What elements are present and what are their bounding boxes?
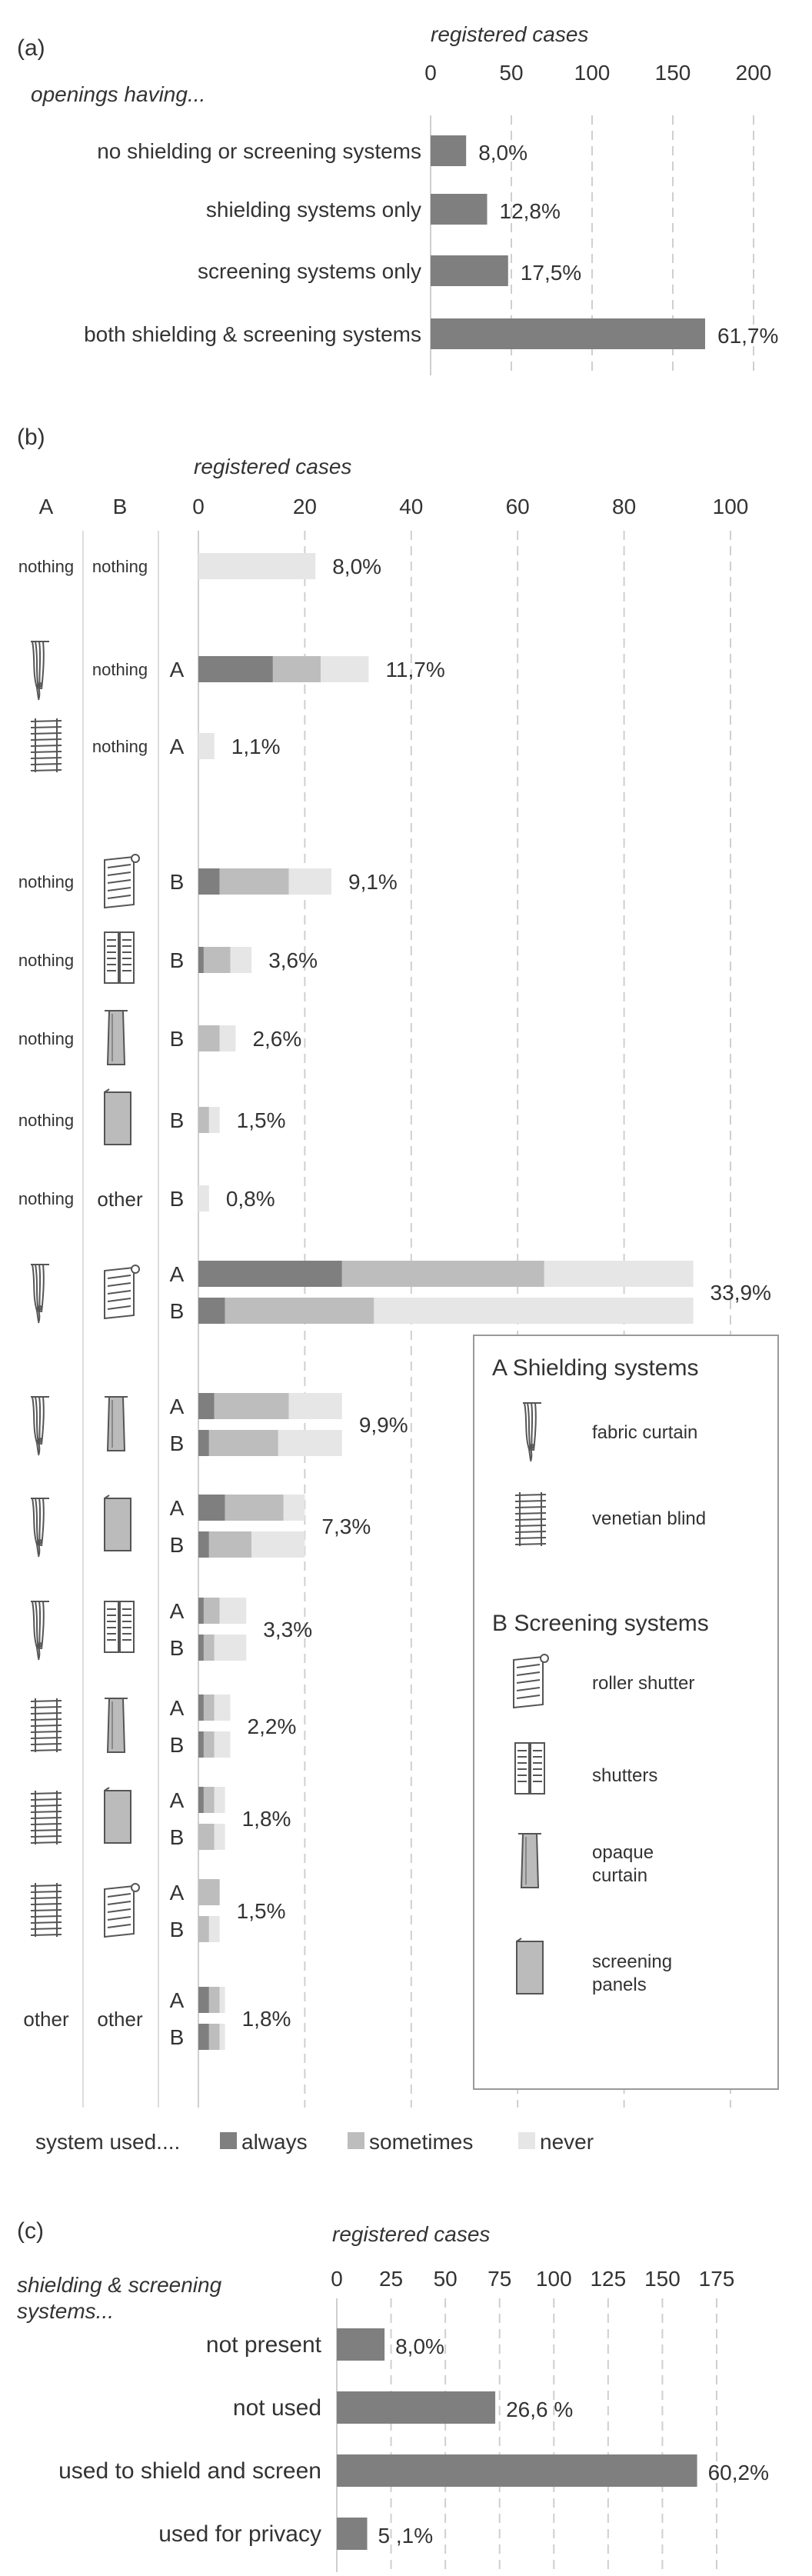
panel-b-nothing-label: nothing [92,737,148,756]
fabric-curtain-icon [31,1397,49,1455]
panel-c-value-label: 5 ,1% [378,2524,434,2548]
panel-b-bar-sometimes [198,1025,220,1051]
legend-screening-panels-line2: panels [592,1974,647,1995]
panel-b-system-letter: B [169,1918,185,1941]
panel-b-nothing-label: nothing [92,660,148,679]
fabric-curtain-icon [31,1498,49,1557]
panel-c-tick-label: 100 [535,2267,572,2291]
panel-b-bar-sometimes [342,1261,544,1287]
usage-legend-never: never [540,2130,594,2154]
panel-b-bar-always [198,947,204,973]
roller-shutter-icon [105,1265,139,1318]
panel-b-nothing-label: nothing [18,1029,75,1048]
panel-b-value-label: 2,6% [252,1027,302,1051]
panel-b-bar-always [198,656,273,682]
venetian-blind-icon [31,1791,62,1845]
panel-b-system-letter: B [169,1187,185,1211]
panel-b-bar-sometimes [209,2024,220,2050]
panel-c-tick-labels [331,2267,734,2291]
panel-b-tick-label: 0 [192,495,205,518]
venetian-blind-icon [31,1883,62,1937]
panel-c-row-header-line2: systems... [17,2299,115,2323]
screening-panels-icon [105,1495,131,1551]
panel-c-row-header-line1: shielding & screening [17,2273,222,2297]
panel-b-nothing-label: nothing [18,1111,75,1130]
panel-a-value-label: 61,7% [717,324,779,348]
panel-b-system-letter: B [169,1108,185,1132]
panel-c-category-label: used to shield and screen [58,2458,321,2484]
panel-b-value-label: 1,8% [241,1807,291,1831]
panel-b-bar-never [209,1916,220,1942]
panel-b-bar-sometimes [209,1987,220,2013]
usage-legend-always: always [241,2130,308,2154]
panel-a-category-label: screening systems only [197,259,421,283]
panel-a-bar [431,135,466,166]
panel-b-label: (b) [17,425,45,450]
panel-b-bar-sometimes [204,1635,215,1661]
panel-b-bar-always [198,1495,225,1521]
panel-a-bar [431,194,488,225]
panel-b-bar-never [278,1430,342,1456]
panel-c-tick-label: 50 [433,2267,458,2291]
panel-b-system-letter: A [169,658,185,681]
panel-b-bar-always [198,1731,204,1758]
panel-b-bar-always [198,1598,204,1624]
panel-b-system-letter: A [169,735,185,758]
panel-b-system-letter: A [169,1496,185,1520]
panel-b-bar-never [321,656,368,682]
panel-b-bar-sometimes [204,1598,220,1624]
panel-b-bar-always [198,1261,342,1287]
panel-a-tick-label: 50 [499,61,524,85]
panel-b-system-letter: A [169,1599,185,1623]
panel-c-tick-label: 0 [331,2267,343,2291]
panel-c-label: (c) [17,2218,44,2244]
panel-b-bar-always [198,1298,225,1324]
panel-a-category-label: shielding systems only [205,198,421,222]
panel-b-tick-label: 20 [292,495,317,518]
fabric-curtain-icon [31,642,49,700]
panel-b-bar-sometimes [204,1731,215,1758]
panel-b-nothing-label: nothing [92,557,148,576]
venetian-blind-icon [31,1698,62,1752]
panel-b-system-letter: A [169,1696,185,1720]
panel-b-bar-never [289,1393,342,1419]
panel-b-other-label: other [23,2008,69,2031]
panel-b-bar-always [198,1430,209,1456]
panel-b-system-letter: A [169,1988,185,2012]
panel-b-value-label: 0,8% [225,1187,275,1211]
panel-b-bar-sometimes [198,1107,209,1133]
panel-b-bar-never [198,733,215,759]
panel-c-tick-label: 25 [378,2267,404,2291]
panel-c-category-label: not used [232,2395,321,2421]
legend-venetian-blind: venetian blind [592,1508,707,1529]
panel-b-bar-never [220,1598,247,1624]
legend-screening-title: B Screening systems [492,1611,709,1636]
panel-a-tick-label: 100 [574,61,611,85]
panel-a-value-label: 17,5% [520,261,582,285]
panel-a-tick-label: 200 [735,61,772,85]
panel-b-value-label: 9,1% [348,870,398,894]
usage-legend [35,2130,594,2154]
panel-b-other-label: other [97,2008,143,2031]
panel-b-bar-sometimes [225,1298,374,1324]
panel-a-bar [431,318,705,349]
panel-b-bar-sometimes [220,868,289,895]
panel-b-bar-always [198,1531,209,1558]
panel-b-bar-sometimes [198,1916,209,1942]
panel-b-col-a-header: A [38,495,54,518]
legend-venetian-blind-icon [515,1492,546,1546]
panel-b-value-label: 1,8% [241,2007,291,2031]
panel-b-value-label: 33,9% [710,1281,771,1305]
panel-b-bar-never [215,1787,225,1813]
panel-b-bar-sometimes [209,1531,251,1558]
panel-b-value-label: 1,5% [236,1108,286,1132]
panel-a-axis-title: registered cases [431,22,589,46]
panel-b-bar-sometimes [225,1495,284,1521]
shutters-icon [105,932,134,983]
panel-b-value-label: 8,0% [332,555,382,578]
panel-b-tick-label: 80 [612,495,637,518]
panel-b-bar-always [198,2024,209,2050]
panel-b-bar-never [215,1635,247,1661]
panel-b-bar-never [220,1987,225,2013]
panel-b-value-label: 9,9% [358,1413,408,1437]
panel-b-system-letter: B [169,948,185,972]
panel-b-bar-never [215,1731,231,1758]
panel-b-bar-always [198,1987,209,2013]
panel-a-tick-label: 0 [424,61,437,85]
panel-c-category-label: not present [205,2332,321,2358]
panel-c-bar [337,2391,495,2424]
panel-a-tick-labels [424,61,771,85]
panel-c [17,2218,769,2572]
panel-b-tick-label: 60 [505,495,530,518]
panel-b-system-letter: A [169,1788,185,1812]
panel-b-system-letter: A [169,1881,185,1905]
panel-b-system-letter: B [169,1636,185,1660]
panel-b-value-label: 7,3% [321,1515,371,1538]
usage-legend-sometimes: sometimes [369,2130,474,2154]
panel-b-bar-never [209,1107,220,1133]
panel-b [17,425,778,2154]
legend-screening-panels-icon [517,1938,543,1994]
usage-legend-always-swatch [220,2132,237,2149]
panel-b-value-label: 3,3% [263,1618,313,1641]
roller-shutter-icon [105,1884,139,1937]
panel-b-nothing-label: nothing [18,951,75,970]
panel-b-bar-always [198,1787,204,1813]
panel-a-tick-label: 150 [654,61,691,85]
panel-b-system-letter: A [169,1395,185,1418]
panel-b-bar-never [544,1261,694,1287]
panel-c-bar [337,2454,697,2487]
panel-b-system-letter: A [169,1262,185,1286]
shutters-icon [105,1601,134,1652]
legend-screening-panels-line1: screening [592,1951,673,1972]
panel-a-value-label: 12,8% [499,199,561,223]
legend-opaque-curtain-line2: curtain [592,1865,648,1886]
panel-b-bar-never [231,947,252,973]
panel-b-bar-sometimes [198,1824,215,1850]
panel-c-value-label: 60,2% [707,2461,770,2484]
fabric-curtain-icon [31,1601,49,1660]
legend-opaque-curtain-line1: opaque [592,1842,654,1863]
panel-b-bar-always [198,1695,204,1721]
panel-b-bar-always [198,1393,215,1419]
panel-b-value-label: 11,7% [385,658,445,681]
panel-b-nothing-label: nothing [18,872,75,891]
usage-legend-never-swatch [518,2132,535,2149]
panel-b-bar-never [198,1185,209,1211]
panel-b-system-letter: B [169,870,185,894]
panel-c-axis-title: registered cases [332,2222,491,2246]
panel-a-category-label: both shielding & screening systems [84,322,421,346]
opaque-curtain-icon [105,1011,128,1065]
opaque-curtain-icon [105,1397,128,1451]
panel-c-bar [337,2328,384,2361]
panel-b-bar-never [220,1025,236,1051]
panel-b-bar-never [284,1495,305,1521]
panel-c-category-label: used for privacy [158,2521,321,2547]
panel-b-bar-sometimes [204,1695,215,1721]
legend-roller-shutter-icon [514,1655,548,1708]
panel-c-tick-label: 175 [698,2267,735,2291]
screening-panels-icon [105,1788,131,1843]
venetian-blind-icon [31,718,62,772]
panel-b-value-label: 1,1% [231,735,281,758]
panel-b-other-label: other [97,1188,143,1211]
legend-shutters: shutters [592,1765,658,1786]
roller-shutter-icon [105,855,139,908]
panel-a-label: (a) [17,35,45,61]
legend-roller-shutter: roller shutter [592,1673,695,1694]
panel-c-tick-label: 150 [644,2267,681,2291]
panel-b-value-label: 2,2% [247,1715,297,1738]
panel-b-system-letter: B [169,1733,185,1757]
panel-b-bar-never [215,1695,231,1721]
panel-b-value-label: 1,5% [236,1899,286,1923]
usage-legend-title: system used.... [35,2130,181,2154]
panel-b-system-letter: B [169,1299,185,1323]
panel-b-bar-sometimes [215,1393,289,1419]
panel-b-system-letter: B [169,1533,185,1557]
panel-b-col-b-header: B [112,495,128,518]
panel-b-bar-never [198,553,315,579]
panel-a-category-label: no shielding or screening systems [97,139,421,163]
panel-b-bar-never [374,1298,693,1324]
panel-b-bar-sometimes [209,1430,278,1456]
panel-b-bar-sometimes [204,1787,215,1813]
panel-b-system-letter: B [169,1027,185,1051]
panel-c-tick-label: 125 [590,2267,627,2291]
panel-b-nothing-label: nothing [18,557,75,576]
panel-b-nothing-label: nothing [18,1189,75,1208]
screening-panels-icon [105,1089,131,1145]
panel-a-value-label: 8,0% [478,141,528,165]
legend-shielding-title: A Shielding systems [492,1355,699,1381]
panel-b-bar-never [215,1824,225,1850]
panel-b-tick-label: 40 [399,495,424,518]
legend-shutters-icon [515,1743,544,1794]
opaque-curtain-icon [105,1698,128,1752]
panel-b-system-letter: B [169,1825,185,1849]
legend-fabric-curtain: fabric curtain [592,1422,698,1443]
panel-b-bar-sometimes [273,656,321,682]
panel-b-bar-always [198,1635,204,1661]
panel-b-value-label: 3,6% [268,948,318,972]
panel-c-value-label: 26,6 % [506,2398,574,2421]
panel-a-row-header: openings having... [31,82,206,106]
panel-b-bar-always [198,868,220,895]
panel-b-bar-never [289,868,331,895]
usage-legend-sometimes-swatch [348,2132,364,2149]
panel-b-tick-labels [192,495,748,518]
panel-a-bar [431,255,508,286]
panel-b-system-letter: B [169,1431,185,1455]
system-legend-box [474,1335,778,2089]
panel-b-bar-sometimes [198,1879,220,1905]
panel-b-bar-sometimes [204,947,231,973]
panel-b-bar-never [251,1531,304,1558]
panel-b-axis-title: registered cases [194,455,352,478]
panel-b-tick-label: 100 [712,495,749,518]
panel-a [17,22,778,375]
panel-b-system-letter: B [169,2025,185,2049]
fabric-curtain-icon [31,1265,49,1323]
panel-c-value-label: 8,0% [395,2334,444,2358]
panel-b-bar-never [220,2024,225,2050]
panel-c-tick-label: 75 [488,2267,512,2291]
panel-c-bar [337,2518,368,2550]
